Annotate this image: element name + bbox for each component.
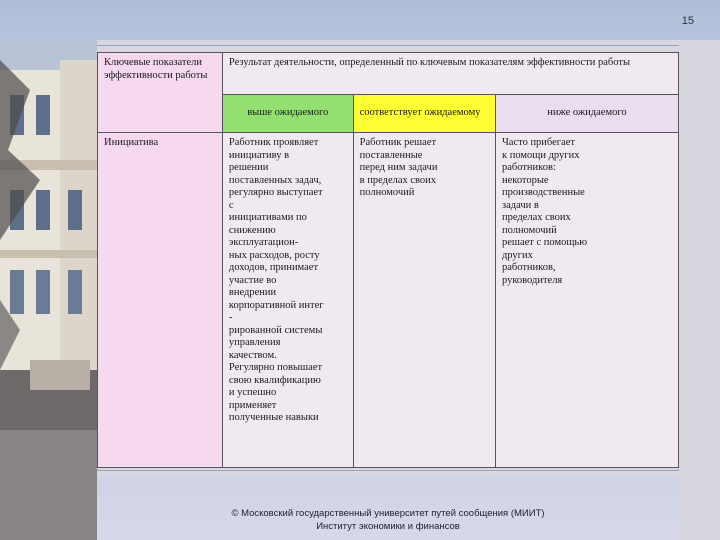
col-matches-expected <box>353 95 495 133</box>
kpi-table <box>97 52 679 468</box>
cell-line: работников, <box>501 262 556 273</box>
cell-above-expected <box>222 133 353 468</box>
cell-line: Работник решает <box>359 137 437 148</box>
cell-line: работников: <box>501 162 556 173</box>
cell-line: поставленные <box>359 149 423 161</box>
col-above-text: выше ожидаемого <box>247 107 329 119</box>
cell-line: свою квалификацию <box>228 374 321 386</box>
cell-line: Регулярно повышает <box>228 362 323 373</box>
header-key-indicators <box>98 53 223 133</box>
cell-above-lines <box>229 137 347 425</box>
cell-line: других <box>501 249 533 261</box>
header-key-text: Ключевые показатели эффективности работы <box>104 57 208 81</box>
cell-line: - <box>228 312 233 323</box>
col-above-expected <box>222 95 353 133</box>
cell-line: участие во <box>228 274 277 286</box>
cell-line: инициативу в <box>228 149 290 161</box>
cell-line: в пределах своих <box>359 174 437 186</box>
cell-line: задачи в <box>501 199 539 211</box>
cell-line: Работник проявляет <box>228 137 319 148</box>
cell-line: производственные <box>501 187 585 198</box>
cell-line: качеством. <box>228 349 277 361</box>
cell-line: полученные навыки <box>228 412 319 423</box>
cell-line: управления <box>228 337 281 348</box>
cell-matches-lines <box>360 137 489 200</box>
cell-line: решении <box>228 162 269 173</box>
cell-line: руководителя <box>501 274 563 286</box>
cell-matches-expected <box>353 133 495 468</box>
cell-line: инициативами по <box>228 212 307 223</box>
cell-line: внедрении <box>228 287 277 298</box>
cell-line: некоторые <box>501 174 549 186</box>
cell-below-lines <box>502 137 672 287</box>
row-initiative-label: Инициатива <box>104 137 159 148</box>
cell-line: поставленных задач, <box>228 174 322 186</box>
cell-line: и успешно <box>228 387 277 398</box>
cell-line: снижению <box>228 224 276 236</box>
cell-line: полномочий <box>501 224 557 236</box>
divider-bottom <box>97 470 679 471</box>
top-band <box>0 0 720 40</box>
footer-copyright: © Московский государственный университет путей сообщения (МИИТ) <box>231 508 545 519</box>
footer-institute: Институт экономики и финансов <box>316 521 460 532</box>
cell-line: доходов, принимает <box>228 262 319 273</box>
cell-line: решает с помощью <box>501 237 588 248</box>
col-below-text: ниже ожидаемого <box>547 107 627 119</box>
cell-line: Часто прибегает <box>501 137 576 148</box>
cell-line: полномочий <box>359 187 415 198</box>
cell-line: эксплуатацион- <box>228 237 299 248</box>
cell-below-expected <box>495 133 678 468</box>
header-result <box>222 53 678 95</box>
cell-line: перед ним задачи <box>359 162 438 173</box>
cell-line: применяет <box>228 399 277 411</box>
cell-line: корпоративной интег <box>228 299 324 311</box>
header-result-text: Результат деятельности, определенный по ключевым показателям эффективности работы <box>228 57 631 68</box>
row-initiative <box>98 133 223 468</box>
page-number: 15 <box>681 15 694 27</box>
cell-line: пределах своих <box>501 212 571 223</box>
cell-line: к помощи других <box>501 149 580 161</box>
kpi-table-wrapper <box>97 52 679 468</box>
col-matches-text: соответствует ожидаемому <box>359 107 481 119</box>
divider-top <box>97 45 679 46</box>
cell-line: регулярно выступает <box>228 187 323 198</box>
col-below-expected <box>495 95 678 133</box>
cell-line: рированной системы <box>228 324 323 336</box>
cell-line: ных расходов, росту <box>228 249 320 261</box>
cell-line: с <box>228 199 234 211</box>
footer <box>97 476 679 540</box>
